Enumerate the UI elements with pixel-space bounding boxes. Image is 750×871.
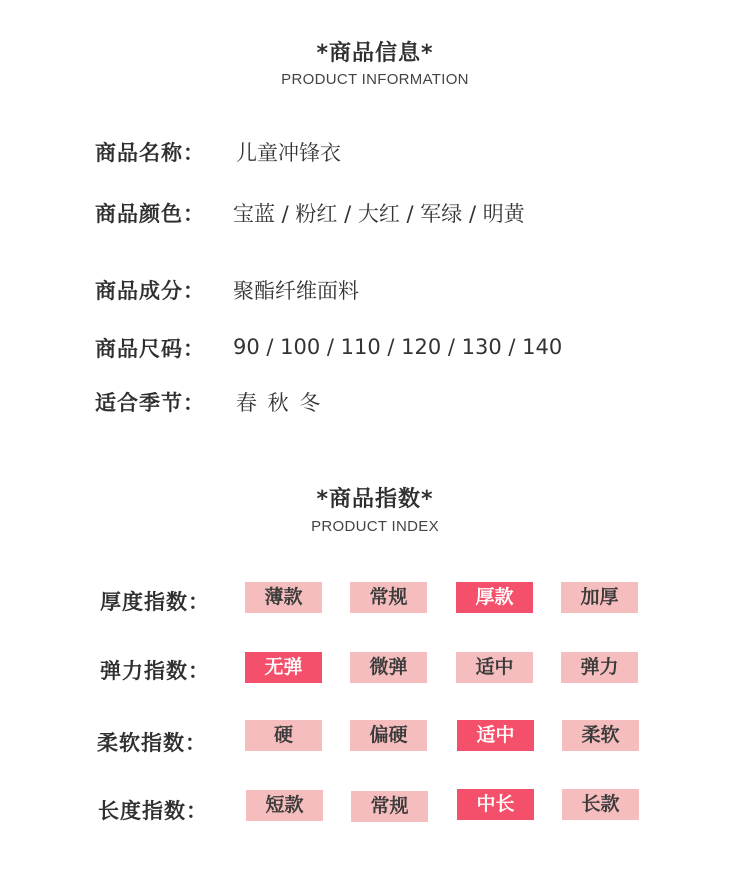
length-option-regular: 常规 [351,791,428,822]
info-value-season: 春 秋 冬 [236,391,323,415]
thickness-option-regular: 常规 [350,582,427,613]
info-label-material: 商品成分： [95,279,205,303]
length-option-long: 长款 [562,789,639,820]
index-label-elasticity: 弹力指数： [100,659,210,683]
softness-option-hard: 硬 [245,720,322,751]
softness-option-slightly-hard: 偏硬 [350,720,427,751]
info-label-season: 适合季节： [95,391,205,415]
product-index-subtitle: PRODUCT INDEX [311,518,439,535]
elasticity-option-medium: 适中 [456,652,533,683]
info-label-name: 商品名称： [95,141,205,165]
info-value-material: 聚酯纤维面料 [233,279,359,303]
softness-option-soft: 柔软 [562,720,639,751]
thickness-option-thin: 薄款 [245,582,322,613]
product-info-title: *商品信息* [316,41,434,66]
elasticity-option-stretch: 弹力 [561,652,638,683]
index-label-length: 长度指数： [98,799,208,823]
thickness-option-thick: 厚款 [456,582,533,613]
info-label-size: 商品尺码： [95,337,205,361]
elasticity-option-slight: 微弹 [350,652,427,683]
thickness-option-extra-thick: 加厚 [561,582,638,613]
info-label-color: 商品颜色： [95,202,205,226]
length-option-short: 短款 [246,790,323,821]
elasticity-option-none: 无弹 [245,652,322,683]
length-option-mid-length: 中长 [457,789,534,820]
info-value-name: 儿童冲锋衣 [236,141,341,165]
index-label-softness: 柔软指数： [97,731,207,755]
product-info-subtitle: PRODUCT INFORMATION [281,71,469,88]
info-value-color: 宝蓝 / 粉红 / 大红 / 军绿 / 明黄 [233,202,525,226]
index-label-thickness: 厚度指数： [100,590,210,614]
product-index-title: *商品指数* [316,487,434,512]
softness-option-medium: 适中 [457,720,534,751]
info-value-size: 90 / 100 / 110 / 120 / 130 / 140 [233,335,563,359]
